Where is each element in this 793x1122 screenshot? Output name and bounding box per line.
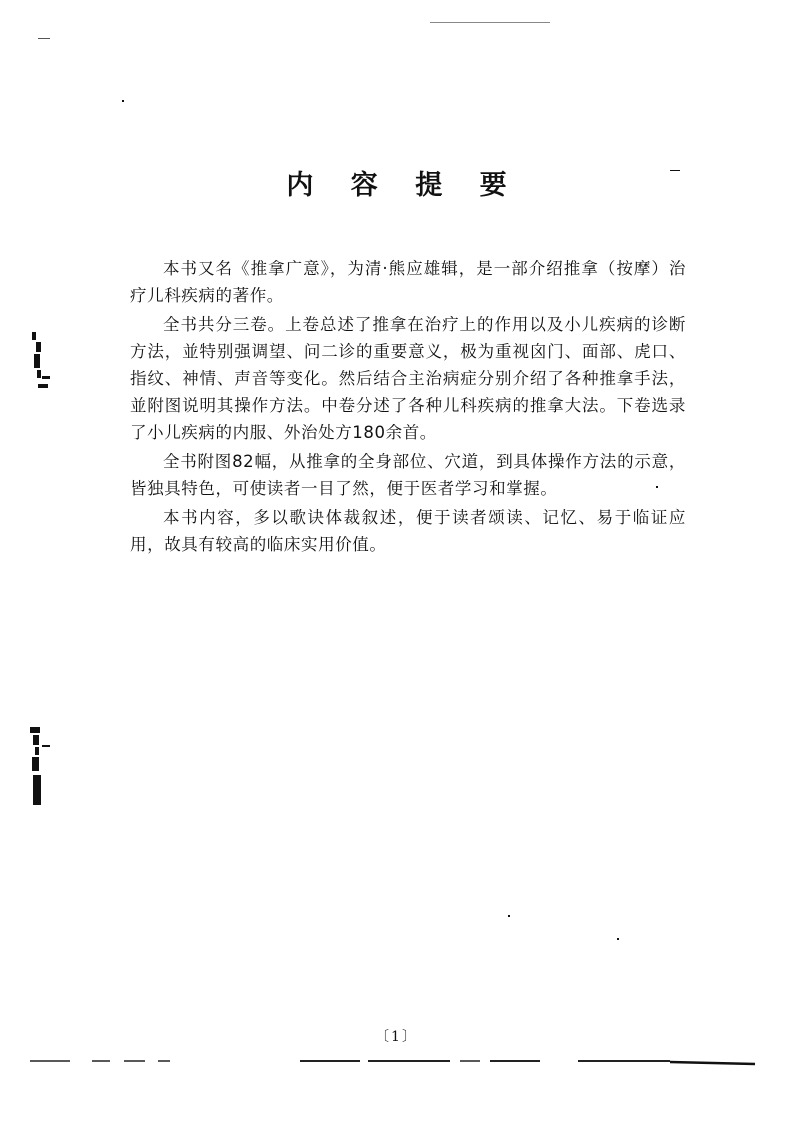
scan-speck: [38, 38, 50, 39]
scan-speck: [508, 915, 510, 917]
scan-speck: [122, 100, 124, 102]
page-number: 〔1〕: [375, 1029, 418, 1045]
paragraph-1: 本书又名《推拿广意》，为清·熊应雄辑，是一部介绍推拿（按摩）治疗儿科疾病的著作。: [130, 259, 686, 305]
page-title: 内 容 提 要: [286, 170, 521, 201]
summary-body: [130, 255, 686, 558]
paragraph-2: 全书共分三卷。上卷总述了推拿在治疗上的作用以及小儿疾病的诊断方法，並特别强调望、问二诊的重要意义，极为重视囟门、面部、虎口、指纹、神情、声音等变化。然后结合主治病症分别介绍了各种推拿手法，並附图说明其操作方法。中卷分述了各种儿科疾病的推拿大法。下卷选录了小儿疾病的内服、外治处方180余首。: [130, 315, 686, 442]
scan-speck: [670, 170, 680, 171]
scan-speck: [430, 22, 550, 23]
margin-blot-upper: [28, 330, 58, 400]
paragraph-3: 全书附图82幅，从推拿的全身部位、穴道，到具体操作方法的示意，皆独具特色，可使读者一目了然，便于医者学习和掌握。: [130, 452, 686, 498]
paragraph-4: 本书内容，多以歌诀体裁叙述，便于读者颂读、记忆、易于临证应用，故具有较高的临床实用价值。: [130, 508, 686, 554]
scan-speck: [617, 938, 619, 940]
margin-blot-lower: [26, 725, 56, 820]
bottom-scan-line: [30, 1055, 760, 1067]
scan-speck: [656, 486, 658, 488]
